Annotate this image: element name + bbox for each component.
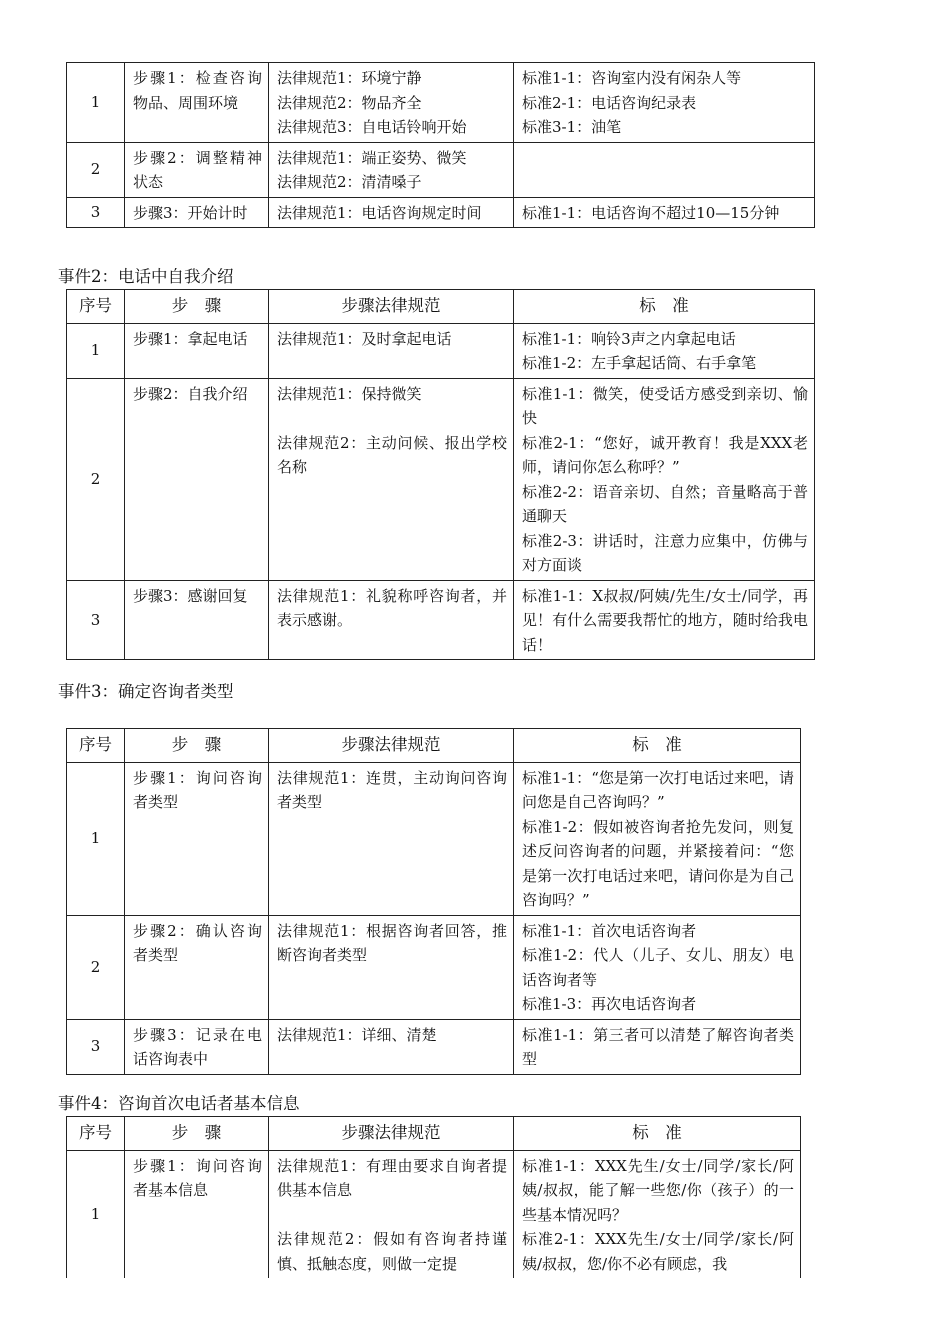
- row-number: 1: [67, 323, 125, 378]
- cell-text: 法律规范1：环境宁静: [277, 69, 422, 87]
- header-step: 步 骤: [125, 1117, 269, 1151]
- table-row: [67, 378, 815, 580]
- cell-text: 标准1-1：第三者可以清楚了解咨询者类型: [522, 1025, 794, 1068]
- table-row: [67, 197, 815, 228]
- cell-text: 步骤1：询问咨询者类型: [133, 768, 262, 811]
- cell-text: 标准1-1：“您是第一次打电话过来吧，请问您是自己咨询吗？”: [522, 768, 794, 811]
- cell-text: 标准3-1：油笔: [522, 118, 622, 136]
- header-num: 序号: [67, 290, 125, 324]
- cell-text: 法律规范3：自电话铃响开始: [277, 118, 467, 136]
- cell-step: [125, 142, 269, 197]
- table-body: [67, 762, 801, 1074]
- cell-text: 法律规范2：物品齐全: [277, 93, 422, 112]
- cell-std: [514, 915, 801, 1019]
- cell-text: 步骤3：感谢回复: [133, 586, 248, 605]
- cell-std: [514, 1150, 801, 1278]
- cell-text: 标准1-1：XXX先生/女士/同学/家长/阿姨/叔叔，能了解一些您/你（孩子）的一些基本情况吗？: [522, 1156, 794, 1224]
- cell-text: 标准1-2：代人（儿子、女儿、朋友）电话咨询者等: [522, 946, 794, 989]
- cell-text: 法律规范2：假如有咨询者持谨慎、抵触态度，则做一定提: [277, 1230, 507, 1273]
- header-std: 标 准: [514, 290, 815, 324]
- header-law: 步骤法律规范: [269, 1117, 514, 1151]
- cell-law: [269, 63, 514, 143]
- cell-law: [269, 142, 514, 197]
- table-event4-viewport: [66, 1116, 806, 1278]
- cell-step: [125, 580, 269, 660]
- cell-text: 法律规范1：端正姿势、微笑: [277, 148, 467, 167]
- section-title-event2: 事件2：电话中自我介绍: [58, 267, 234, 286]
- header-num: 序号: [67, 1117, 125, 1151]
- cell-law: [269, 378, 514, 580]
- cell-std: [514, 762, 801, 915]
- header-row: [67, 729, 801, 763]
- cell-text: 标准2-1：XXX先生/女士/同学/家长/阿姨/叔叔，您/你不必有顾虑，我: [522, 1230, 794, 1273]
- row-number: 1: [67, 762, 125, 915]
- cell-law: [269, 762, 514, 915]
- cell-text: 法律规范1：根据咨询者回答，推断咨询者类型: [277, 921, 507, 964]
- header-law: 步骤法律规范: [269, 290, 514, 324]
- cell-text: 法律规范2：清清嗓子: [277, 173, 422, 191]
- cell-text: 标准1-1：电话咨询不超过10—15分钟: [522, 203, 780, 222]
- cell-text: 标准1-2：左手拿起话筒、右手拿笔: [522, 354, 757, 372]
- cell-std: [514, 63, 815, 143]
- cell-text: 步骤1：检查咨询物品、周围环境: [133, 69, 262, 112]
- section-title-event3: 事件3：确定咨询者类型: [58, 682, 234, 701]
- cell-step: [125, 378, 269, 580]
- row-number: 1: [67, 1150, 125, 1278]
- cell-step: [125, 1019, 269, 1074]
- row-number: 3: [67, 1019, 125, 1074]
- cell-law: [269, 197, 514, 228]
- table-row: [67, 762, 801, 915]
- blank-line: [277, 1203, 507, 1228]
- cell-text: 标准2-2：语音亲切、自然；音量略高于普通聊天: [522, 482, 808, 525]
- cell-text: 标准1-1：X叔叔/阿姨/先生/女士/同学，再见！有什么需要我帮忙的地方，随时给我电话！: [522, 586, 808, 654]
- cell-text: 步骤2：自我介绍: [133, 384, 248, 403]
- row-number: 3: [67, 580, 125, 660]
- cell-step: [125, 762, 269, 915]
- table-row: [67, 142, 815, 197]
- cell-law: [269, 323, 514, 378]
- cell-text: 法律规范1：详细、清楚: [277, 1025, 437, 1044]
- cell-law: [269, 915, 514, 1019]
- row-number: 2: [67, 378, 125, 580]
- header-step: 步 骤: [125, 290, 269, 324]
- section-title-event4: 事件4：咨询首次电话者基本信息: [58, 1094, 300, 1113]
- cell-step: [125, 915, 269, 1019]
- cell-text: 法律规范1：保持微笑: [277, 384, 422, 403]
- header-row: [67, 1117, 801, 1151]
- table-row: [67, 1019, 801, 1074]
- cell-text: 法律规范1：礼貌称呼咨询者，并表示感谢。: [277, 586, 507, 629]
- cell-text: 标准2-1：“您好，诚开教育！我是XXX老师，请问你怎么称呼？”: [522, 433, 808, 476]
- cell-law: [269, 1019, 514, 1074]
- header-row: [67, 290, 815, 324]
- table-event2: [66, 289, 815, 660]
- table-row: [67, 323, 815, 378]
- header-num: 序号: [67, 729, 125, 763]
- table-event3: [66, 728, 801, 1075]
- cell-step: [125, 1150, 269, 1278]
- cell-text: 步骤2：调整精神状态: [133, 148, 262, 191]
- cell-text: 标准1-2：假如被咨询者抢先发问，则复述反问咨询者的问题，并紧接着问：“您是第一次打电话过来吧，请问你是为自己咨询吗？”: [522, 817, 794, 909]
- cell-std: [514, 323, 815, 378]
- table-body: [67, 323, 815, 660]
- row-number: 2: [67, 915, 125, 1019]
- table-body: [67, 63, 815, 228]
- cell-step: [125, 63, 269, 143]
- cell-text: 步骤1：询问咨询者基本信息: [133, 1156, 262, 1199]
- cell-law: [269, 1150, 514, 1278]
- cell-text: 标准1-1：响铃3声之内拿起电话: [522, 329, 736, 348]
- cell-text: 标准1-1：首次电话咨询者: [522, 921, 697, 940]
- cell-text: 标准2-1：电话咨询纪录表: [522, 93, 697, 112]
- header-std: 标 准: [514, 729, 801, 763]
- cell-text: 法律规范1：有理由要求自询者提供基本信息: [277, 1156, 507, 1199]
- cell-text: 标准2-3：讲话时，注意力应集中，仿佛与对方面谈: [522, 531, 808, 574]
- cell-text: 法律规范1：电话咨询规定时间: [277, 203, 482, 222]
- cell-std: [514, 1019, 801, 1074]
- cell-std: [514, 580, 815, 660]
- cell-law: [269, 580, 514, 660]
- cell-std: [514, 197, 815, 228]
- cell-text: 步骤2：确认咨询者类型: [133, 921, 262, 964]
- table-event4: [66, 1116, 801, 1278]
- cell-text: 标准1-1：微笑，使受话方感受到亲切、愉快: [522, 384, 808, 427]
- cell-step: [125, 197, 269, 228]
- cell-std: [514, 142, 815, 197]
- cell-text: 法律规范1：及时拿起电话: [277, 329, 452, 348]
- header-std: 标 准: [514, 1117, 801, 1151]
- row-number: 2: [67, 142, 125, 197]
- cell-step: [125, 323, 269, 378]
- cell-text: 标准1-1：咨询室内没有闲杂人等: [522, 69, 742, 87]
- cell-text: 步骤3：记录在电话咨询表中: [133, 1025, 262, 1068]
- cell-std: [514, 378, 815, 580]
- table-body: [67, 1150, 801, 1278]
- cell-text: 标准1-3：再次电话咨询者: [522, 995, 697, 1013]
- blank-line: [277, 406, 507, 431]
- cell-text: 步骤1：拿起电话: [133, 329, 248, 348]
- cell-text: 法律规范2：主动问候、报出学校名称: [277, 433, 507, 476]
- row-number: 3: [67, 197, 125, 228]
- table-event1-continued: [66, 62, 815, 228]
- cell-text: 法律规范1：连贯，主动询问咨询者类型: [277, 768, 507, 811]
- header-step: 步 骤: [125, 729, 269, 763]
- cell-text: 步骤3：开始计时: [133, 203, 248, 222]
- header-law: 步骤法律规范: [269, 729, 514, 763]
- table-row: [67, 580, 815, 660]
- table-row: [67, 1150, 801, 1278]
- table-row: [67, 915, 801, 1019]
- row-number: 1: [67, 63, 125, 143]
- table-row: [67, 63, 815, 143]
